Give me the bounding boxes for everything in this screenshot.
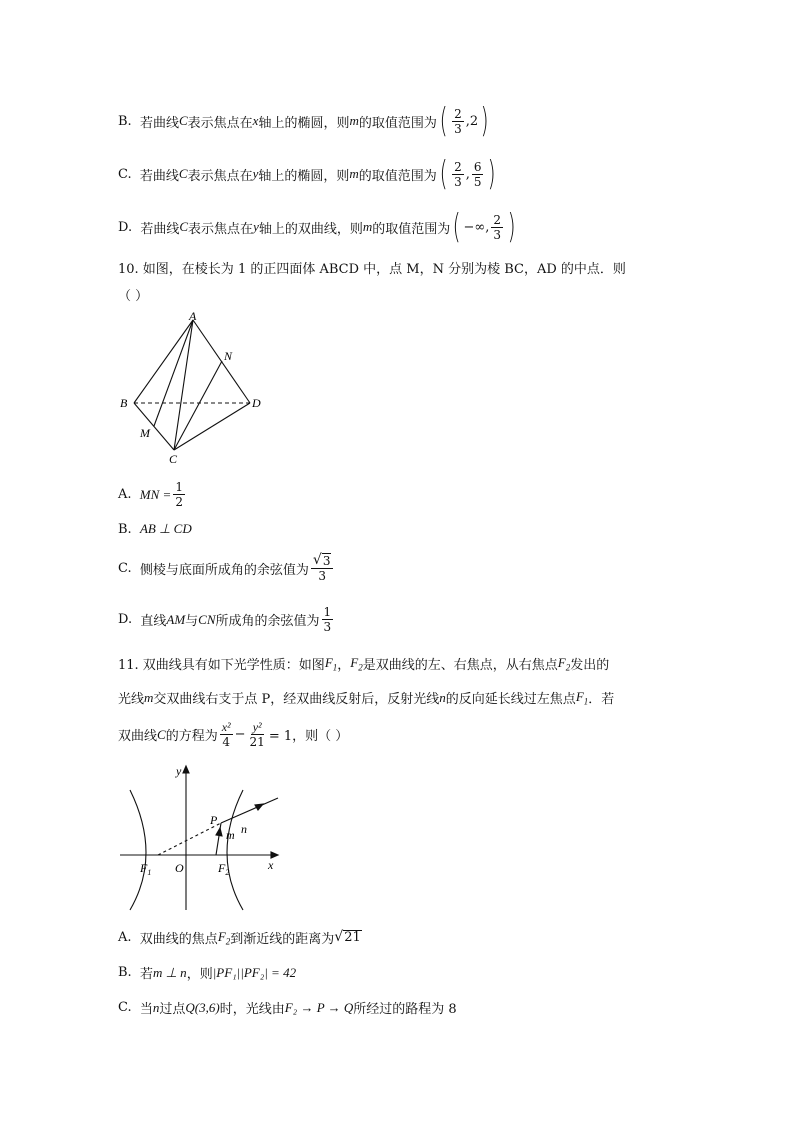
subscript: 1: [147, 868, 152, 877]
label-p: P: [210, 813, 218, 827]
label-n: n: [241, 822, 247, 836]
expression: m ⊥ n: [152, 964, 187, 980]
ray-n-arrow-icon: [255, 804, 263, 810]
point-q: Q(3,6): [185, 999, 220, 1015]
label-o: O: [175, 861, 184, 875]
radicand: 21: [344, 930, 361, 945]
text: 所经过的路程为 8: [353, 1002, 457, 1017]
q10-option-a: [118, 480, 187, 509]
text: 是双曲线的左、右焦点，从右焦点: [362, 658, 558, 673]
fraction: [322, 605, 334, 634]
numerator: 1: [175, 480, 183, 494]
q11-option-a: [118, 928, 362, 947]
left-branch: [130, 790, 146, 910]
label-c: C: [169, 452, 178, 466]
option-prefix: C.: [118, 1000, 132, 1015]
option-prefix: D.: [118, 219, 133, 235]
question-text: 10. 如图，在棱长为 1 的正四面体 ABCD 中，点 M，N 分别为棱 BC，AD 的中点．则: [118, 262, 626, 277]
subscript: 1: [332, 662, 338, 673]
edge-ab: [134, 320, 193, 403]
text: 的取值范围为: [358, 115, 437, 131]
q11-line-3: [118, 720, 348, 749]
interval: [437, 154, 499, 194]
var: F: [324, 654, 333, 670]
text: ，则: [186, 967, 213, 982]
q11-line-2: [118, 688, 614, 707]
subscript: 2: [225, 868, 230, 877]
left-paren-icon: (: [439, 154, 448, 194]
var-m: m: [349, 113, 359, 128]
text: 与: [185, 614, 199, 629]
text: 的取值范围为: [372, 221, 451, 237]
var: F: [217, 928, 226, 944]
numerator: 6: [473, 159, 482, 174]
sqrt-icon: √: [334, 929, 344, 945]
f2: [218, 929, 230, 947]
option-prefix: A.: [118, 930, 132, 945]
answer-blank: （ ）: [118, 289, 149, 304]
ray-m-arrow-icon: [216, 828, 222, 836]
var: F: [557, 654, 566, 670]
q9-option-b: [118, 101, 491, 141]
text: 直线: [140, 614, 167, 629]
fraction: [472, 160, 484, 189]
var: F: [575, 688, 584, 704]
expression: MN =: [139, 486, 172, 502]
q11-option-c: [118, 998, 457, 1017]
text: 轴上的双曲线，则: [258, 221, 363, 237]
text: 发出的: [570, 658, 610, 673]
q11-line-1: [118, 654, 609, 673]
q10-option-b: [118, 521, 192, 537]
q9-option-d: [118, 207, 518, 247]
var: F: [218, 861, 226, 875]
text: ．若: [588, 692, 615, 707]
subscript: 2: [225, 936, 231, 947]
segment-am: [154, 320, 193, 426]
lower-bound: −∞,: [463, 219, 490, 235]
text: 若: [139, 967, 153, 982]
text: 轴上的椭圆，则: [258, 168, 350, 184]
light-path: F₂ → P → Q: [284, 999, 354, 1015]
text: 的方程为: [165, 729, 218, 744]
radicand: 3: [322, 554, 331, 568]
sqrt-icon: √: [312, 552, 322, 568]
var-m: m: [144, 689, 154, 705]
q10-answer-paren: [118, 285, 148, 304]
text: 的反向延长线过左焦点: [445, 692, 576, 707]
var-c: C: [157, 726, 166, 742]
option-prefix: B.: [118, 965, 132, 980]
interval: [450, 207, 518, 247]
fraction: [173, 480, 185, 509]
text: 表示焦点在: [187, 115, 253, 131]
var: F: [140, 861, 148, 875]
option-prefix: A.: [118, 487, 132, 502]
text: 时，光线由: [219, 1002, 285, 1017]
denominator: 21: [249, 735, 265, 749]
text: 到渐近线的距离为: [230, 932, 335, 947]
label-b: B: [120, 396, 128, 410]
subscript: 1: [583, 696, 589, 707]
fraction: [220, 720, 233, 749]
left-paren-icon: (: [452, 207, 461, 247]
q10-stem: [118, 258, 626, 277]
denominator: 3: [493, 227, 502, 242]
tetrahedron-figure: [112, 308, 272, 468]
subscript: 2: [565, 662, 571, 673]
numerator: y²: [252, 720, 262, 734]
var: AM: [166, 611, 186, 627]
edge-cd: [174, 403, 250, 450]
f2: [350, 655, 362, 673]
var-c: C: [179, 219, 189, 234]
label-a: A: [189, 309, 197, 323]
var-c: C: [178, 113, 188, 128]
text: 光线: [118, 692, 145, 707]
text: 侧棱与底面所成角的余弦值为: [139, 562, 309, 578]
denominator: 2: [175, 495, 183, 509]
fraction: [452, 160, 464, 189]
text: = 1，则（ ）: [268, 729, 349, 744]
text: 所成角的余弦值为: [215, 614, 320, 629]
numerator: 2: [454, 106, 462, 121]
denominator: 3: [318, 569, 326, 583]
text: 当: [139, 1002, 153, 1017]
subscript: 2: [358, 662, 363, 673]
option-prefix: B.: [118, 113, 132, 129]
sqrt: [334, 930, 361, 945]
text: 若曲线: [139, 115, 179, 131]
text: 的取值范围为: [358, 168, 437, 184]
interval: [437, 101, 492, 141]
text: 轴上的椭圆，则: [258, 115, 350, 131]
expression: |PF₁||PF₂| = 42: [212, 964, 297, 980]
hyperbola-figure: [118, 760, 293, 915]
sqrt: [313, 553, 332, 568]
q10-option-d: [118, 605, 335, 634]
fraction: [311, 553, 334, 583]
minus: −: [234, 727, 246, 742]
fraction: [452, 107, 464, 136]
numerator: [311, 553, 334, 569]
option-prefix: B.: [118, 521, 132, 537]
q11-option-b: [118, 963, 296, 982]
q9-option-c: [118, 154, 499, 194]
axis-var: x: [252, 113, 259, 128]
fraction: [491, 213, 503, 242]
y-axis-arrow-icon: [183, 766, 189, 773]
var-n: n: [439, 689, 446, 705]
left-paren-icon: (: [439, 101, 448, 141]
axis-var: y: [252, 166, 259, 181]
f2: [558, 655, 570, 673]
denominator: 3: [454, 121, 462, 136]
numerator: x²: [221, 720, 231, 734]
label-f1: [139, 861, 151, 877]
var: F: [350, 654, 359, 670]
numerator: 1: [323, 605, 332, 619]
var-m: m: [362, 219, 373, 234]
edge-ac: [174, 320, 193, 450]
text: 交双曲线右支于点 P，经双曲线反射后，反射光线: [153, 692, 440, 707]
var-m: m: [349, 166, 359, 181]
numerator: 2: [493, 212, 502, 227]
label-d: D: [252, 396, 261, 410]
label-m: M: [140, 426, 150, 440]
fraction: [248, 720, 267, 749]
denominator: 3: [454, 174, 462, 189]
upper-bound: 2: [469, 113, 479, 129]
q10-option-c: [118, 553, 335, 583]
label-m: m: [226, 828, 235, 842]
f1: [576, 689, 588, 707]
axis-var: y: [253, 219, 259, 234]
var-n: n: [152, 999, 160, 1015]
separator: ,: [465, 166, 470, 182]
right-branch: [227, 790, 243, 910]
label-x: x: [268, 858, 274, 872]
text: 双曲线的焦点: [139, 932, 218, 947]
text: 双曲线: [118, 729, 158, 744]
label-y: y: [176, 764, 182, 778]
segment-cn: [174, 361, 222, 450]
var-c: C: [178, 166, 188, 181]
reverse-extension-n: [158, 823, 221, 855]
right-paren-icon: ): [488, 154, 497, 194]
right-paren-icon: ): [507, 207, 516, 247]
option-prefix: C.: [118, 560, 132, 576]
denominator: 4: [222, 735, 230, 749]
var: CN: [198, 611, 216, 627]
text: 表示焦点在: [188, 221, 254, 237]
numerator: 2: [454, 159, 462, 174]
text: 若曲线: [139, 168, 179, 184]
option-prefix: D.: [118, 612, 133, 627]
text: 表示焦点在: [187, 168, 253, 184]
denominator: 3: [323, 620, 332, 634]
text: 若曲线: [140, 221, 180, 237]
expression: AB ⊥ CD: [139, 521, 192, 536]
text: ，: [337, 658, 351, 673]
option-prefix: C.: [118, 166, 132, 182]
right-paren-icon: ): [480, 101, 489, 141]
denominator: 5: [473, 174, 482, 189]
separator: ,: [465, 113, 470, 129]
ray-n: [221, 798, 278, 823]
label-n: N: [224, 349, 233, 363]
text: 过点: [159, 1002, 186, 1017]
text: 11. 双曲线具有如下光学性质：如图: [118, 658, 325, 673]
f1: [325, 655, 337, 673]
